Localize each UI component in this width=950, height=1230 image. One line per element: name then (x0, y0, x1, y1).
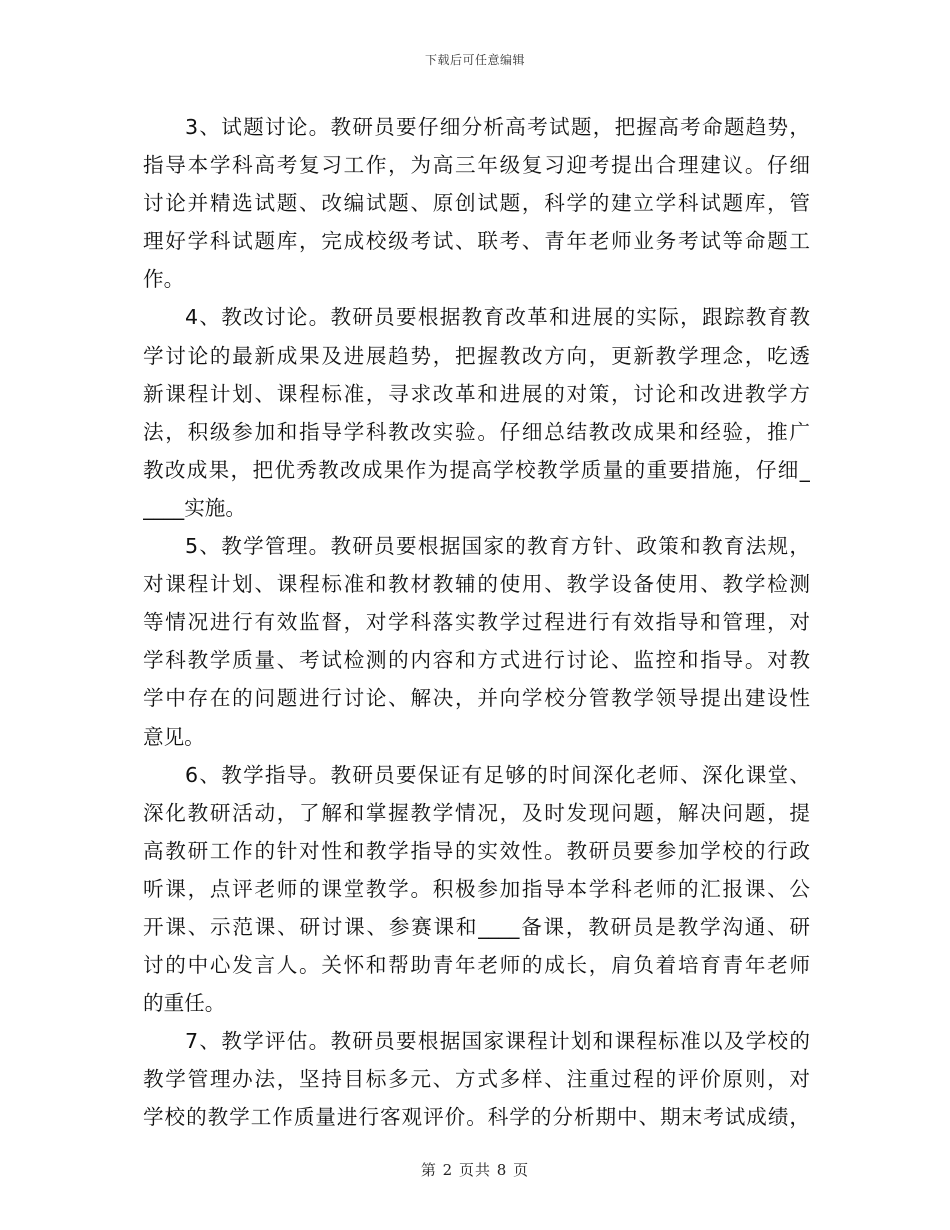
paragraph-line: 高教研工作的针对性和教学指导的实效性。教研员要参加学校的行政 (143, 838, 810, 863)
paragraph-line: ____实施。 (143, 495, 246, 520)
paragraph-line: 教改成果，把优秀教改成果作为提高学校教学质量的重要措施，仔细_ (143, 457, 810, 482)
paragraph-line: 学讨论的最新成果及进展趋势，把握教改方向，更新教学理念，吃透 (143, 343, 810, 368)
paragraph-line: 开课、示范课、研讨课、参赛课和____备课，教研员是教学沟通、研 (143, 914, 810, 939)
page-footer: 第 2 页共 8 页 (420, 1161, 530, 1179)
page-header: 下载后可任意编辑 (424, 53, 525, 67)
paragraph-line: 4、教改讨论。教研员要根据教育改革和进展的实际，跟踪教育教 (185, 305, 810, 330)
paragraph-line: 讨的中心发言人。关怀和帮助青年老师的成长，肩负着培育青年老师 (143, 953, 810, 978)
paragraph (143, 298, 810, 527)
paragraph-line: 指导本学科高考复习工作，为高三年级复习迎考提出合理建议。仔细 (143, 153, 810, 178)
paragraph-line: 3、试题讨论。教研员要仔细分析高考试题，把握高考命题趋势， (185, 115, 810, 139)
paragraph-line: 教学管理办法，坚持目标多元、方式多样、注重过程的评价原则，对 (143, 1067, 810, 1092)
paragraph-line: 学中存在的问题进行讨论、解决，并向学校分管教学领导提出建设性 (143, 686, 810, 711)
paragraph-line: 的重任。 (143, 991, 226, 1016)
paragraph-line: 法，积级参加和指导学科教改实验。仔细总结教改成果和经验，推广 (143, 419, 810, 444)
paragraph-line: 作。 (143, 267, 185, 292)
paragraph (143, 1022, 810, 1136)
paragraph-line: 7、教学评估。教研员要根据国家课程计划和课程标准以及学校的 (185, 1029, 810, 1054)
paragraph-line: 新课程计划、课程标准，寻求改革和进展的对策，讨论和改进教学方 (143, 381, 810, 406)
paragraph (143, 527, 810, 756)
document-body (143, 108, 810, 1137)
paragraph-line: 等情况进行有效监督，对学科落实教学过程进行有效指导和管理，对 (143, 610, 810, 635)
paragraph-line: 听课，点评老师的课堂教学。积极参加指导本学科老师的汇报课、公 (143, 876, 810, 901)
paragraph (143, 108, 810, 298)
paragraph-line: 深化教研活动，了解和掌握教学情况，及时发现问题，解决问题，提 (143, 800, 810, 825)
paragraph-line: 对课程计划、课程标准和教材教辅的使用、教学设备使用、教学检测 (143, 572, 810, 597)
paragraph (143, 756, 810, 1023)
paragraph-line: 学校的教学工作质量进行客观评价。科学的分析期中、期末考试成绩， (143, 1105, 810, 1130)
paragraph-line: 讨论并精选试题、改编试题、原创试题，科学的建立学科试题库，管 (143, 191, 810, 216)
paragraph-line: 6、教学指导。教研员要保证有足够的时间深化老师、深化课堂、 (185, 762, 810, 787)
paragraph-line: 学科教学质量、考试检测的内容和方式进行讨论、监控和指导。对教 (143, 648, 810, 673)
paragraph-line: 5、教学管理。教研员要根据国家的教育方针、政策和教育法规， (185, 534, 810, 559)
paragraph-line: 理好学科试题库，完成校级考试、联考、青年老师业务考试等命题工 (143, 229, 810, 254)
paragraph-line: 意见。 (143, 724, 205, 749)
